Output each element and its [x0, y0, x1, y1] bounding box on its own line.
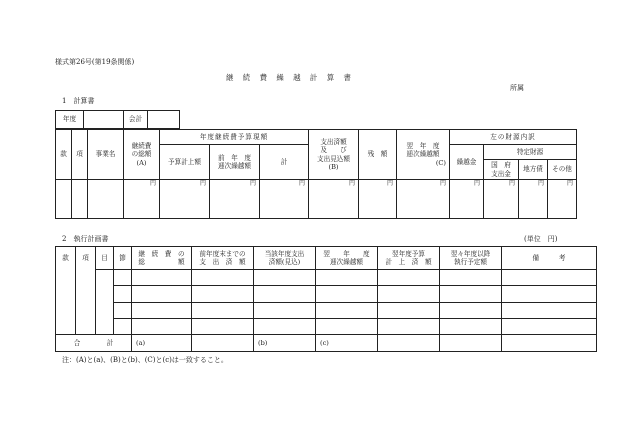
cell-c4[interactable] [316, 270, 378, 286]
col-c5-l2: 計 上 済 額 [385, 258, 432, 267]
table-row [56, 286, 597, 302]
cell-sonota[interactable]: 円 [548, 180, 577, 219]
cell-c3[interactable] [254, 270, 316, 286]
col-moku: 目 [96, 247, 114, 270]
col-sougaku-l2: の総額 [131, 150, 152, 159]
cell-c5[interactable] [378, 286, 440, 302]
col-c3 [254, 247, 316, 270]
cell-c5[interactable] [378, 302, 440, 318]
col-shishutsu-l3: 支出見込額 [317, 154, 350, 163]
cell-moku[interactable] [96, 270, 114, 335]
total-row [56, 334, 597, 351]
col-kokufu-l1: 国 府 [491, 161, 511, 170]
col-jigyou: 事業名 [88, 130, 124, 180]
col-c6-l2: 執行予定額 [454, 258, 487, 267]
section2-heading: 2 執行計画書 [62, 235, 109, 243]
section1-heading: 1 計算書 [62, 97, 95, 105]
col-c1-l2: 総 額 [138, 258, 185, 267]
col-yokunendo [397, 130, 450, 180]
cell-yokunendo[interactable]: 円 [397, 180, 450, 219]
cell-c4[interactable] [316, 318, 378, 334]
col-c4-l2: 逓次繰越額 [330, 258, 363, 267]
total-c2[interactable] [192, 334, 254, 351]
cell-c2[interactable] [192, 318, 254, 334]
cell-setsu[interactable] [114, 270, 132, 286]
cell-c7[interactable] [502, 270, 597, 286]
col-c1-l1: 継 続 費 の [138, 249, 185, 258]
col-c5-l1: 翌年度予算 [392, 249, 425, 258]
footnote: 注：(A)と(a)、(B)と(b)、(C)と(c)は一致すること。 [62, 356, 228, 364]
col-c4 [316, 247, 378, 270]
col-yosan-keijo: 予算計上額 [160, 145, 210, 180]
cell-c1[interactable] [132, 302, 192, 318]
cell-kurikoshi[interactable]: 円 [450, 180, 484, 219]
calculation-table [55, 129, 577, 219]
cell-setsu[interactable] [114, 286, 132, 302]
cell-c7[interactable] [502, 302, 597, 318]
cell-c3[interactable] [254, 318, 316, 334]
table-row [56, 318, 597, 334]
cell-zangaku[interactable]: 円 [359, 180, 397, 219]
cell-jigyou[interactable] [88, 180, 124, 219]
cell-kou[interactable] [72, 180, 88, 219]
col-c2-l2: 支 出 済 額 [199, 258, 246, 267]
col-kou: 項 [76, 247, 96, 335]
document-title: 継 続 費 繰 越 計 算 書 [226, 73, 352, 82]
col-shishutsu [309, 130, 359, 180]
col-tokutei-group: 特定財源 [484, 145, 577, 160]
total-c7[interactable] [502, 334, 597, 351]
col-shishutsu-l2: 及 び [320, 146, 347, 155]
col-c2-l1: 前年度末までの [199, 249, 246, 258]
total-c6[interactable] [440, 334, 502, 351]
cell-c2[interactable] [192, 286, 254, 302]
col-kou: 項 [72, 130, 88, 180]
col-zennendo-l2: 逓次繰越額 [218, 162, 251, 170]
cell-c1[interactable] [132, 318, 192, 334]
cell-c6[interactable] [440, 318, 502, 334]
cell-c7[interactable] [502, 286, 597, 302]
year-account-table [55, 110, 180, 129]
cell-c6[interactable] [440, 286, 502, 302]
execution-plan-table [55, 246, 597, 352]
col-sougaku-l3: (A) [136, 158, 147, 167]
cell-c5[interactable] [378, 318, 440, 334]
cell-c1[interactable] [132, 286, 192, 302]
kaikei-field[interactable] [148, 111, 180, 129]
col-kokufu-l2: 支出金 [491, 169, 511, 178]
col-kan: 款 [56, 130, 72, 180]
total-a[interactable]: (a) [132, 334, 192, 351]
col-sougaku [124, 130, 160, 180]
col-c6-l1: 翌々年度以降 [450, 249, 491, 258]
cell-c3[interactable] [254, 302, 316, 318]
cell-yosan-keijo[interactable]: 円 [160, 180, 210, 219]
cell-c5[interactable] [378, 270, 440, 286]
cell-c6[interactable] [440, 270, 502, 286]
col-zaigen-group: 左の財源内訳 [450, 130, 577, 145]
cell-setsu[interactable] [114, 302, 132, 318]
cell-c1[interactable] [132, 270, 192, 286]
form-id: 様式第26号(第19条関係) [55, 58, 135, 66]
cell-c2[interactable] [192, 270, 254, 286]
total-label: 合 計 [56, 334, 132, 351]
col-zangaku: 残 額 [359, 130, 397, 180]
total-c5[interactable] [378, 334, 440, 351]
col-yokunendo-l1: 翌 年 度 [406, 142, 440, 151]
cell-c6[interactable] [440, 302, 502, 318]
cell-c2[interactable] [192, 302, 254, 318]
col-shishutsu-l4: (B) [328, 162, 339, 171]
table-row [56, 302, 597, 318]
total-c[interactable]: (c) [316, 334, 378, 351]
col-zennendo-l1: 前 年 度 [218, 153, 251, 162]
cell-zennendo[interactable]: 円 [210, 180, 260, 219]
col-c6 [440, 247, 502, 270]
col-c3-l1: 当該年度支出 [264, 249, 305, 258]
col-kei: 計 [260, 145, 309, 180]
col-setsu: 節 [114, 247, 132, 270]
nendo-field[interactable] [84, 111, 124, 129]
col-zennendo [210, 145, 260, 180]
cell-c4[interactable] [316, 286, 378, 302]
affiliation-label: 所属 [510, 84, 524, 92]
col-kokufu [484, 160, 519, 180]
nendo-label: 年度 [56, 111, 84, 129]
cell-kei[interactable]: 円 [260, 180, 309, 219]
cell-c7[interactable] [502, 318, 597, 334]
col-c4-l1: 翌 年 度 [323, 249, 370, 258]
col-c7: 備 考 [502, 247, 597, 270]
table-row [56, 270, 597, 286]
table-row [56, 180, 577, 219]
cell-chihousai[interactable]: 円 [519, 180, 548, 219]
col-yokunendo-l2: 逓次繰越額 [406, 150, 440, 159]
cell-sougaku[interactable]: 円 [124, 180, 160, 219]
col-c2 [192, 247, 254, 270]
total-b[interactable]: (b) [254, 334, 316, 351]
col-yokunendo-l3: (C) [435, 158, 447, 167]
cell-c3[interactable] [254, 286, 316, 302]
cell-kan[interactable] [56, 180, 72, 219]
cell-setsu[interactable] [114, 318, 132, 334]
col-c1 [132, 247, 192, 270]
cell-kokufu[interactable]: 円 [484, 180, 519, 219]
col-shishutsu-l1: 支出済額 [320, 138, 347, 147]
unit-label: (単位 円) [524, 235, 558, 243]
col-kan: 款 [56, 247, 76, 335]
col-budget-group: 年度継続費予算現額 [160, 130, 309, 145]
cell-c4[interactable] [316, 302, 378, 318]
cell-shishutsu[interactable]: 円 [309, 180, 359, 219]
col-sougaku-l1: 継続費 [131, 142, 152, 151]
kaikei-label: 会計 [124, 111, 148, 129]
col-sonota: その他 [548, 160, 577, 180]
col-chihousai: 地方債 [519, 160, 548, 180]
col-kurikoshi: 繰越金 [450, 145, 484, 180]
col-c3-l2: 済額(見込) [268, 258, 301, 267]
col-c5 [378, 247, 440, 270]
